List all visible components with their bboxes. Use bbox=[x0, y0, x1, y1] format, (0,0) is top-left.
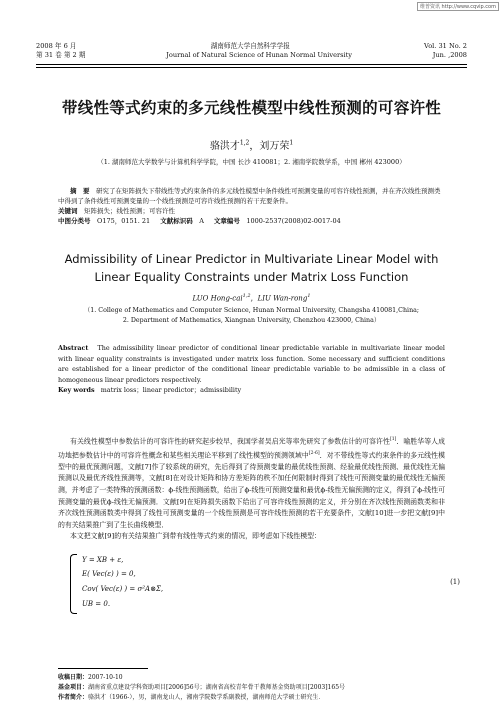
abstract-zh-label: 摘 要 bbox=[70, 187, 90, 195]
equation-line-2: E( Vec(ε) ) = 0, bbox=[82, 570, 136, 578]
doc-code-label: 文献标识码 bbox=[160, 217, 193, 225]
model-intro-paragraph: 本文把文献[9]的有关结果推广到带有线性等式约束的情况，即考虑如下线性模型： bbox=[70, 532, 321, 541]
doc-code-value: A bbox=[199, 217, 204, 225]
affiliation-zh: （1. 湖南师范大学数学与计算机科学学院，中国 长沙 410081；2. 湘南学院数学系，中国 郴州 423000） bbox=[97, 158, 406, 166]
author-2-en-sup: 1 bbox=[307, 293, 311, 299]
received-label: 收稿日期： bbox=[58, 674, 89, 681]
article-no-label: 文章编号 bbox=[213, 217, 240, 225]
fund-text: 湖南省重点建设学科资助项目[2006]56号；湖南省高校青年骨干教师基金资助项目[2003]165号 bbox=[88, 684, 346, 691]
watermark: 维普资讯 http://www.cqvip.com bbox=[417, 2, 499, 11]
keywords-en: matrix loss；linear predictor；admissibility bbox=[100, 386, 242, 395]
title-en-line1: Admissibility of Linear Predictor in Multivariate Linear Model with bbox=[64, 252, 439, 266]
equation-number: (1) bbox=[450, 578, 460, 586]
author-bio-text: 骆洪才（1966-），男，湖南龙山人，湘南学院数学系副教授，湖南师范大学硕士研究生． bbox=[88, 694, 325, 701]
header-rule-thin bbox=[36, 67, 467, 68]
page-title-zh: 带线性等式约束的多元线性模型中线性预测的可容许性 bbox=[61, 99, 442, 117]
equation-line-4: UB = 0. bbox=[82, 600, 111, 608]
citation-2: [2-6] bbox=[308, 450, 320, 456]
equation-line-3: Cov( Vec(ε) ) = σ²A⊗Σ, bbox=[82, 585, 164, 593]
fund-label: 基金项目： bbox=[58, 684, 89, 691]
title-en-line2: Linear Equality Constraints under Matrix Loss Function bbox=[94, 270, 409, 284]
abstract-en-label: Abstract bbox=[58, 344, 89, 352]
intro-part-a: 有关线性模型中参数估计的可容许性的研究起步较早，我国学者吴启光等率先研究了参数估计的可容许性 bbox=[70, 437, 390, 446]
abstract-zh bbox=[58, 186, 445, 226]
authors-zh bbox=[0, 137, 503, 152]
author-2-sup: 1 bbox=[289, 139, 294, 147]
affiliation-en-line1: （1. College of Mathematics and Computer Science, Hunan Normal University, Changsha 410081,China; bbox=[83, 307, 419, 314]
author-2-en: LIU Wan-rong bbox=[257, 294, 308, 303]
author-1-en-sup: 1,2 bbox=[242, 293, 251, 299]
received-date: 2007-10-10 bbox=[88, 674, 123, 681]
header-rule-thick bbox=[36, 64, 467, 65]
header-date-en: Jun. ,2008 bbox=[432, 51, 467, 59]
abstract-zh-text: 研究了在矩阵损失下带线性等式约束条件的多元线性模型中条件线性可预测变量的可容许线性预测，并在齐次线性预测类中得到了条件线性可预测变量的一个线性预测是可容许线性预测的若干充要条件。 bbox=[58, 187, 441, 205]
footnote-rule bbox=[58, 668, 148, 669]
affiliation-en-line2: 2. Department of Mathematics, Xiangnan University, Chenzhou 423000, China） bbox=[122, 317, 381, 324]
header-volume-zh: 第 31 卷 第 2 期 bbox=[36, 51, 86, 59]
header-volume-en: Vol. 31 No. 2 bbox=[424, 42, 467, 50]
abstract-en bbox=[58, 343, 445, 396]
author-bio-label: 作者简介： bbox=[58, 694, 89, 701]
equation-brace bbox=[70, 554, 77, 614]
author-1-sup: 1,2 bbox=[239, 139, 250, 147]
authors-en bbox=[0, 293, 503, 303]
citation-1: [1] bbox=[389, 437, 397, 442]
intro-part-b: ．喻胜华等人成功地把参数估计中的可容许性概念和某些相关理论平移到了线性模型的预测领域中 bbox=[58, 437, 445, 460]
keywords-zh-label: 关键词 bbox=[58, 207, 78, 215]
article-no-value: 1000-2537(2008)02-0017-04 bbox=[246, 217, 341, 225]
author-en-sep: ， bbox=[250, 294, 258, 303]
body-text bbox=[58, 434, 445, 543]
affiliation-en bbox=[40, 306, 463, 326]
author-1-en: LUO Hong-cai bbox=[192, 294, 243, 303]
author-2-zh: 刘万荣 bbox=[259, 141, 290, 152]
page-title-en bbox=[40, 250, 463, 286]
clc-label: 中图分类号 bbox=[58, 217, 91, 225]
equation-1 bbox=[70, 554, 460, 614]
abstract-en-text: The admissibility linear predictor of conditional linear predictable variable in multivariate linear model with linear equality constraints is investigated under matrix loss function. Some necessary and sufficient conditions are established for a linear predictor of the conditional linear predictable variable to be admissible in a class of homogeneous linear predictors respectively. bbox=[58, 344, 445, 384]
footnotes bbox=[58, 673, 463, 703]
author-sep: ， bbox=[249, 141, 260, 152]
equation-line-1: Y = XB + ε, bbox=[82, 556, 124, 564]
header-journal-en: Journal of Natural Science of Hunan Normal University bbox=[166, 51, 353, 59]
author-1-zh: 骆洪才 bbox=[209, 141, 240, 152]
keywords-zh: 矩阵损失；线性预测；可容许性 bbox=[84, 207, 175, 215]
journal-header bbox=[36, 42, 467, 60]
keywords-en-label: Key words bbox=[58, 386, 95, 395]
intro-part-c: ．对不带线性等式约束条件的多元线性模型中的最优预测问题，文献[7]作了较系统的研究，先后得到了待预测变量的最优线性预测、经验最优线性预测、最优线性无偏预测以及最优齐线性预测等，文献[8]在对设计矩阵和协方差矩阵的秩不加任何限制时得到了线性可预测变量的最优线性无偏预测，并考虑了一类特殊的预测函数：ϕ-线性预测函数，给出了ϕ-线性可预测变量和最优ϕ-线性无偏预测的定义，得到了ϕ-线性可预测变量的最优ϕ-线性无偏预测．文献[9]在矩阵损失函数下给出了可容许线性预测的定义，并分别在齐次线性预测函数类和非齐次线性预测函数类中得到了线性可预测变量的一个线性预测是可容许线性预测的若干充要条件，文献[10]进一步把文献[9]中的有关结果推广到了生长曲线模型． bbox=[58, 451, 446, 529]
header-journal-zh: 湖南师范大学自然科学学报 bbox=[210, 42, 290, 50]
header-date-zh: 2008 年 6 月 bbox=[36, 42, 77, 50]
intro-paragraph bbox=[58, 434, 445, 531]
clc-value: O175，0151. 21 bbox=[97, 217, 151, 225]
